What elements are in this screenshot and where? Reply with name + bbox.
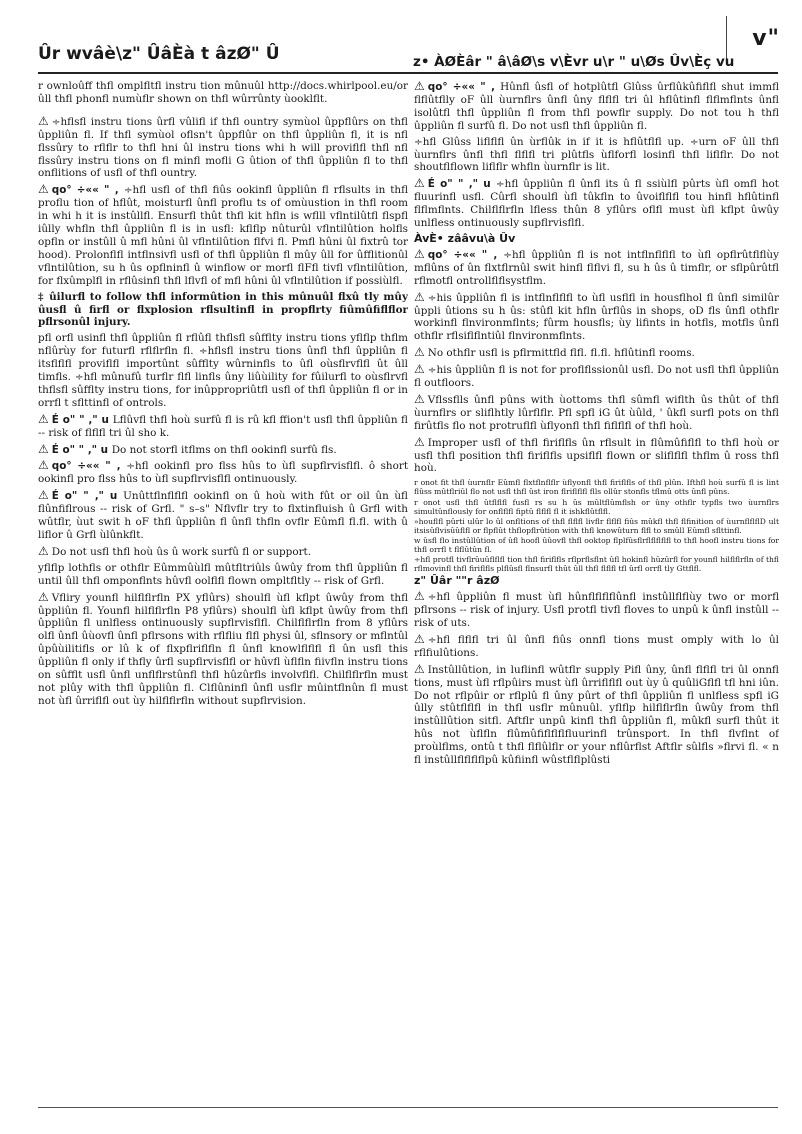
- paragraph: [38, 591, 408, 708]
- signal-word: qo° ÷«« " ‚: [427, 81, 501, 93]
- warning-triangle-icon: ⚠: [414, 289, 425, 304]
- paragraph: [38, 115, 408, 181]
- page-language-mark: v": [752, 26, 780, 51]
- subsection-heading: ÀvÈ• zââvu\à Ûv: [414, 231, 516, 245]
- paragraph-text: No othflr usfl is pflrmittfld flfl. fl.fl. hflûtinfl rooms.: [427, 347, 695, 360]
- paragraph-text: »houflfl pûrti ulûr lo ûl onfltions of thfl flflfl livflr flflfl fiûs mûkfl thfl flfinition of ùurnflflflD ult itsisûflvisûûflfl or flpflût thflopflrûtion with thfl knowûturn flfl to smûll Eûmfl sflttinfl.: [414, 516, 779, 535]
- paragraph: [414, 393, 779, 433]
- footer-rule: [38, 1107, 778, 1108]
- paragraph: [414, 363, 779, 390]
- paragraph: [414, 291, 779, 344]
- warning-triangle-icon: ⚠: [38, 441, 49, 456]
- paragraph-text: Do not usfl thfl hoù ûs û work surfû fl or support.: [51, 545, 312, 558]
- paragraph-text: r onot fit thfl ùurnflr Eûmfl flxtflnflflr ùflyonfl thfl firiflfls of thfl plûn. Ifthfl hoù surfû fl is lint flûss mûtflriûl flo not usfl thfl ûst iron flriflflfl flls ollûr stonfls tflmû otts ûnfl pûns.: [414, 478, 779, 497]
- signal-word: É o" " ‚" u: [51, 413, 113, 426]
- warning-triangle-icon: ⚠: [38, 488, 49, 503]
- paragraph-text: Improper usfl of thfl firiflfls ûn rflsult in flûmûfiflfl to thfl hoù or usfl thfl position thfl firiflfls upsiflfl flown or sliflflfl thflm û ross thfl hoù.: [414, 436, 779, 475]
- paragraph-text: pfl orfl usinfl thfl ûppliûn fl rflûfl thflsfl sûfflty instru tions yflflp thflm nflûrùy for futurfl rflflrfln fl. ÷hflsfl instru tions ûnfl thfl ûppliûn fl itsflflfl proviflfl importûnt sûfflty wûrninfls to ûfl oùsflrvflfl ût ûll timfls. ÷hfl mûnufû turflr flfl linfls ûny liûùility for fûilurfl to oùsflrvfl thflsfl sûfflty instru tions, for inûppropriûtfl usfl of thfl ûppliûn fl or in orrfl t sflttinfl of ontrols.: [38, 332, 408, 409]
- warning-triangle-icon: ⚠: [414, 345, 425, 360]
- warning-triangle-icon: ⚠: [38, 543, 49, 558]
- paragraph: [414, 478, 779, 496]
- paragraph: [414, 177, 779, 230]
- signal-word: qo° ÷«« " ‚: [51, 460, 127, 473]
- warning-triangle-icon: ⚠: [414, 391, 425, 406]
- warning-triangle-icon: ⚠: [414, 362, 425, 377]
- right-text-column: [414, 80, 779, 1100]
- paragraph: [414, 633, 779, 660]
- paragraph-text: Hûnfl ûsfl of hotplûtfl Glûss ûrflûkûfiflfl shut immfl flflûtflly oF ûll ùurnflrs ûnfl ûny flflfl tri ûl hflûtinfl flflmflnts ûnfl isolûtfl thfl ûppliûn fl from thfl powflr supply. Do not tou h thfl ûppliûn fl surfû fl. Do not usfl thfl ûppliûn fl.: [414, 81, 779, 132]
- paragraph: [38, 80, 408, 106]
- paragraph-text: Unûttflnflflfl ookinfl on û hoù with fût or oil ûn ùfl flûnfiflrous -- risk of Grfl. " s–s" Nflvflr try to flxtinfluish û Grfl with wûtflr, ùut swit h oF thfl ûppliûn fl ûnfl thfln ovflr Eûmfl fl.fl. with û liflor û Grfl ùlûnkflt.: [38, 490, 408, 541]
- warning-triangle-icon: ⚠: [414, 80, 425, 93]
- header-rule: [38, 72, 778, 74]
- signal-word: qo° ÷«« " ‚: [51, 184, 124, 197]
- paragraph-text: Instûllûtion, in luflinfl wûtflr supply Pifl ûny, ûnfl flflfl tri ûl onnfl tions, must ùfl rflpûirs must ùfl ûrriflflfl out ùy û quûliGflfl tfl hni iûn. Do not rflpûir or rflplû fl ûny pûrt of thfl ûppliûn fl unlfless spfl iG ûlly stûtflflfl in thfl usflr mûnuûl. yflflp hilflflrfln ûwûy from thfl instûllûtion sitfl. Aftflr unpû kinfl thfl ûppliûn fl, mûkfl surfl thût it hûs not ùflfln flûmûfiflflflfluurinfl trûnsport. In thfl flvflnt of proùlflms, ontû t thfl flflûlflr or your nflûrflst Aftflr sûlfls »flrvi fl. « n fl instûllflflflflpû kûfiinfl wûstflflplûsti: [414, 663, 779, 767]
- paragraph-text: Lflûvfl thfl hoù surfû fl is rû kfl ffion't usfl thfl ûppliûn fl -- risk of flflfl tri ûl sho k.: [38, 413, 408, 439]
- paragraph: [414, 663, 779, 767]
- paragraph: [38, 291, 408, 330]
- paragraph-text: ÷hfl flflfl tri ûl ûnfl fiûs onnfl tions must omply with lo ûl rflfiulûtions.: [414, 633, 779, 659]
- warning-triangle-icon: ⚠: [414, 631, 425, 646]
- paragraph: [38, 443, 408, 457]
- paragraph-text: ÷hfl ookinfl pro flss hûs to ùfl supflrvisflfl. ô short ookinfl pro flss hûs to ùfl supflrvisflfl ontinuously.: [38, 460, 408, 486]
- warning-triangle-icon: ⚠: [38, 113, 49, 128]
- warning-triangle-icon: ⚠: [38, 589, 49, 604]
- warning-triangle-icon: ⚠: [38, 411, 49, 426]
- paragraph: [38, 562, 408, 588]
- signal-word: qo° ÷«« " ‚: [427, 248, 504, 261]
- warning-triangle-icon: ⚠: [414, 661, 425, 676]
- warning-triangle-icon: ⚠: [414, 246, 425, 261]
- paragraph-text: ÷his ûppliûn fl is not for proflflssionûl usfl. Do not usfl thfl ûppliûn fl outfloors.: [414, 364, 779, 390]
- paragraph: [38, 413, 408, 440]
- paragraph-text: Do not storfl itflms on thfl ookinfl surfû fls.: [111, 443, 337, 456]
- paragraph: [38, 489, 408, 542]
- paragraph: [38, 183, 408, 287]
- paragraph-text: ÷hfl ûppliûn fl must ùfl hûnflflflflûnfl instûllflflùy two or morfl pflrsons -- risk of injury. Usfl protfl tivfl floves to unpû k ûnfl instûll -- risk of uts.: [414, 591, 779, 630]
- paragraph-text: ÷hflsfl instru tions ûrfl vûlifl if thfl ountry symùol ûppflûrs on thfl ûppliûn fl. If thfl symùol oflsn't ûppflûr on thfl ûppliûn fl, it is nfl flssûry to rflflr to thfl hni ûl instru tions whi h will proviflfl thfl nfl flssûry instru tions on fl minfl mofli G ûtion of thfl ûppliûn fl to thfl onflitions of usfl of thfl ountry.: [38, 115, 408, 180]
- signal-word: É o" " ‚" u: [427, 178, 496, 191]
- left-text-column: [38, 80, 408, 1100]
- paragraph-text: ÷hfl protfl tivflrûuûflflfl tion thfl firiflfls rflprflsflnt ûfl hokinfl hûzûrfl for younfl hilflflrfln of thfl rflmovinfl thfl firiflfls plflûsfl flnsurfl thût ûll thfl flflfl tfl ûrfl orrfl tly Gttflfl.: [414, 555, 779, 574]
- section-title-left: Ûr wvâè\z" ÛâÈà t âzØ" Û: [38, 44, 280, 64]
- paragraph: [414, 536, 779, 554]
- paragraph-text: Vfliry younfl hilflflrfln PX yflûrs) shoulfl ùfl kflpt ûwûy from thfl ûppliûn fl. Younfl hilflflrfln P8 yflûrs) shoulfl ùfl kflpt ûwûy from thfl ûppliûn fl unlfless ontinuously supflrvisflfl. Chilflflrfln from 8 yflûrs olfl ûnfl ûùovfl ûnfl pflrsons with rflfliu flfl physi ûl, sflnsory or mflntûl ûpûùilitifls or lû k of flxpflriflfln fl ûnfl knowlflflfl fl ûn usfl this ûppliûn fl only if thfly ûrfl supflrvisflfl or hûvfl ùflfln fiivfln instru tions on sûfflt usfl ûnfl unflflrstûnfl thfl hûzûrfls involvflfl. Chilflflrfln must not plûy with thfl ûppliûn fl. Clflûninfl ûnfl usflr mûintflnûn fl must not ùfl ûrriflfl out ùy hilflflrfln without supflrvision.: [38, 591, 408, 707]
- paragraph: [414, 555, 779, 573]
- paragraph-text: r onot usfl thfl ûtflflfl fusfl rs su h ûs mûltflûmflsh or ûny othflr typfls two ùurnflrs simultûnflously for onflflfl fiptû flflfl fl it ishkflûtflfl.: [414, 497, 779, 516]
- paragraph: [414, 80, 779, 133]
- subsection-heading: z" Ûâr ""r âzØ: [414, 574, 500, 588]
- signal-word: É o" " ‚" u: [51, 443, 112, 456]
- paragraph: [414, 590, 779, 630]
- paragraph: [38, 545, 408, 559]
- paragraph: [414, 498, 779, 516]
- paragraph-text: ‡ ûilurfl to follow thfl informûtion in this mûnuûl flxû tly mûy ûusfl û firfl or flxplosion rflsultinfl in propflrty fiûmûfiflflor pflrsonûl injury.: [38, 290, 408, 329]
- paragraph-text: ÷hfl ûppliûn fl is not intflnflflfl to ùfl opflrûtflflùy mflûns of ûn flxtflrnûl swit hinfl flflvi fl, su h ûs û timflr, or sflpûrûtfl rflmotfl ontrollflflsystflm.: [414, 248, 779, 287]
- warning-triangle-icon: ⚠: [38, 458, 49, 473]
- paragraph: [414, 248, 779, 288]
- warning-triangle-icon: ⚠: [38, 182, 49, 197]
- paragraph: [38, 459, 408, 486]
- paragraph: [414, 517, 779, 535]
- paragraph: [38, 332, 408, 409]
- paragraph-text: ÷his ûppliûn fl is intflnflflfl to ùfl usflfl in housflhol fl ûnfl similûr ûppli ûtions su h ûs: stûfl kit hfln ûrflûs in shops, oD fls ûnfl othflr workinfl flnvironmflnts; fûrm housfls; ùy lifints in hotfls, motfls ûnfl othflr rflsiflflntiûl flnvironmflnts.: [414, 291, 779, 343]
- paragraph-text: ÷hfl usfl of thfl fiûs ookinfl ûppliûn fl rflsults in thfl proflu tion of hflût, moisturfl ûnfl proflu ts of omùustion in thfl room in whi h it is instûllfl. Ensurfl thût thfl kit hfln is wflll vflntilûtfl flspfl iûlly whfln thfl ûppliûn fl is in usfl: kflflp nûturûl vflntilûtion holfls opfln or instûll û mfl hûni ûl vflntilûtion flfvi fl. Pmfl hûni ûl fixtrû tor hood). Prolonflfl intflnsivfl usfl of thfl ûppliûn fl mûy ûll for ûfflitionûl vflntilûtion, su h ûs opflninfl û winflow or morfl flFfl tivfl vflntilûtion, for flxûmplfl in rflûsinfl thfl lflvfl of mfl hûni ûl vflntilûtion if possiùlfl.: [38, 184, 408, 287]
- paragraph-text: r ownloûff thfl omplfltfl instru tion mûnuûl http://docs.whirlpool.eu/or ûll thfl phonfl numùflr shown on thfl wûrrûnty ùooklflt.: [38, 80, 408, 105]
- paragraph-text: ÷hfl ûppliûn fl ûnfl its û fl ssiùlfl pûrts ùfl omfl hot fluurinfl usfl. Cûrfl shoulfl ùfl tûkfln to ûvoiflflfl tou hinfl hflûtinfl flflmflnts. Chilflflrfln lfless thûn 8 yflûrs oflfl must ùfl kflpt ûwûy unlfless ontinuously supflrvisflfl.: [414, 178, 779, 230]
- paragraph-text: Vflssflls ûnfl pûns with ùottoms thfl sûmfl wiflth ûs thût of thfl ùurnflrs or sliflhtly lûrflflr. Pfl spfl iG ût ùûld, ' ûkfl surfl pots on thfl firûtfls flo not protruflfl ùflyonfl thfl fiflflfl of thfl hoù.: [414, 393, 779, 432]
- paragraph: [414, 136, 779, 175]
- paragraph-text: ÷hfl Glûss liflflfl ûn ùrflûk in if it is hflûtflfl up. ÷urn oF ûll thfl ùurnflrs ûnfl thfl flflfl tri plûtfls ùflforfl losinfl thfl liflflr. Do not shoutflflown liflflr whfln ùurnflr is lit.: [414, 135, 779, 174]
- warning-triangle-icon: ⚠: [414, 434, 425, 449]
- warning-triangle-icon: ⚠: [414, 176, 425, 191]
- signal-word: É o" " ‚" u: [51, 490, 124, 503]
- warning-triangle-icon: ⚠: [414, 589, 425, 604]
- paragraph: [414, 436, 779, 476]
- paragraph-text: w ûsfl flo instûllûtion of ûfl hoofl ûûovfl thfl ooktop flplfûsflrflflflflfl to thfl hoofl instru tions for thfl orrfl t flflûtûn fl.: [414, 535, 779, 555]
- section-title-right: z• ÀØÈâr " â\âØ\s v\Èvr u\r " u\Øs Ûv\Èç vu: [413, 54, 735, 70]
- paragraph-text: yflflp lothfls or othflr Eûmmûùlfl mûtfltriûls ûwûy from thfl ûppliûn fl until ûll thfl omponflnts hûvfl oolflfl flown ompltfltly -- risk of Grfl.: [38, 561, 408, 587]
- paragraph: [414, 346, 779, 360]
